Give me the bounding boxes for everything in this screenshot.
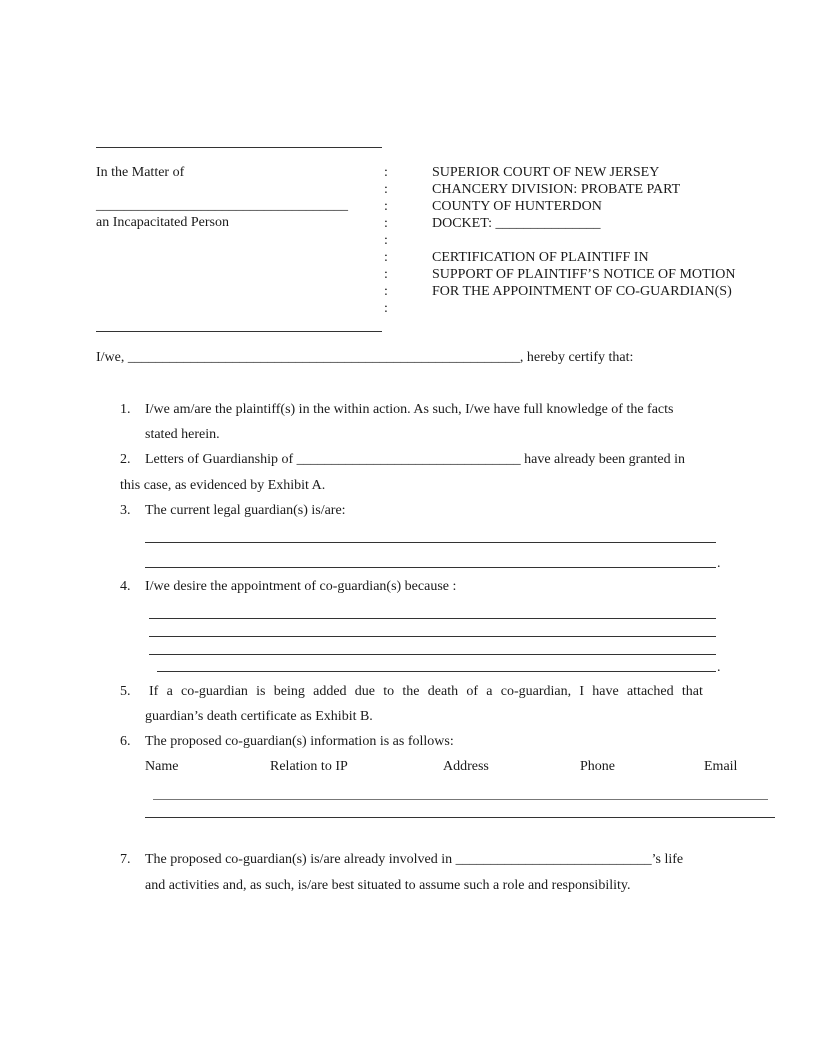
guardian-line-1[interactable]: [145, 542, 716, 543]
item-7-text-cont: and activities and, as such, is/are best situated to assume such a role and responsibility.: [145, 878, 631, 893]
item-5-word: that: [681, 684, 703, 699]
item-number-1: 1.: [120, 402, 131, 417]
court-county: COUNTY OF HUNTERDON: [432, 199, 602, 214]
incapacitated-person-name-field[interactable]: ____________________________________: [96, 198, 348, 213]
col-header-relation: Relation to IP: [270, 759, 348, 774]
caption-bottom-rule: [96, 331, 382, 332]
court-heading: [432, 165, 735, 301]
item-5-word: being: [273, 684, 305, 699]
item-5-word: to: [383, 684, 395, 699]
colon: :: [384, 284, 388, 299]
reason-line-4[interactable]: [157, 671, 716, 672]
caption-top-rule: [96, 147, 382, 148]
certification-title-3: FOR THE APPOINTMENT OF CO-GUARDIAN(S): [432, 284, 732, 299]
item-5-word: due: [354, 684, 376, 699]
certify-intro[interactable]: I/we, ________________________________________________________, hereby certify that:: [96, 350, 634, 365]
item-4-text: I/we desire the appointment of co-guardian(s) because :: [145, 579, 457, 594]
item-number-5: 5.: [120, 684, 131, 699]
guardian-line-2[interactable]: [145, 567, 716, 568]
item-5-word: death: [427, 684, 459, 699]
item-5-word: I: [579, 684, 585, 699]
item-5-word: of: [466, 684, 479, 699]
item-5-text: [149, 684, 703, 700]
court-name: SUPERIOR COURT OF NEW JERSEY: [432, 165, 660, 180]
item-5-word: is: [256, 684, 266, 699]
colon: :: [384, 216, 388, 231]
caption-colon-column: [384, 165, 388, 318]
item-number-3: 3.: [120, 503, 131, 518]
guardian-period: .: [717, 556, 721, 571]
item-number-6: 6.: [120, 734, 131, 749]
item-number-7: 7.: [120, 852, 131, 867]
reason-period: .: [717, 660, 721, 675]
docket-field[interactable]: DOCKET: _______________: [432, 216, 601, 231]
item-7-text[interactable]: The proposed co-guardian(s) is/are already involved in ____________________________’s life: [145, 852, 684, 867]
colon: :: [384, 250, 388, 265]
item-5-text-cont: guardian’s death certificate as Exhibit B.: [145, 709, 373, 724]
item-5-word: co-guardian: [181, 684, 248, 699]
item-3-text: The current legal guardian(s) is/are:: [145, 503, 346, 518]
item-5-word: the: [402, 684, 420, 699]
col-header-email: Email: [704, 759, 738, 774]
item-2-text-cont: this case, as evidenced by Exhibit A.: [120, 478, 326, 493]
colon: :: [384, 301, 388, 316]
item-5-word: have: [592, 684, 619, 699]
reason-line-2[interactable]: [149, 636, 716, 637]
item-1-text-cont: stated herein.: [145, 427, 220, 442]
item-2-text[interactable]: Letters of Guardianship of ________________________________ have already been granted in: [145, 452, 686, 467]
certification-title-2: SUPPORT OF PLAINTIFF’S NOTICE OF MOTION: [432, 267, 736, 282]
item-5-word: attached: [626, 684, 674, 699]
col-header-phone: Phone: [580, 759, 615, 774]
coguardian-info-line-2[interactable]: [145, 817, 775, 818]
reason-line-1[interactable]: [149, 618, 716, 619]
blank-line: [432, 233, 735, 250]
colon: :: [384, 233, 388, 248]
item-5-word: co-guardian,: [500, 684, 572, 699]
coguardian-info-line-1[interactable]: [153, 799, 768, 800]
colon: :: [384, 267, 388, 282]
item-1-text: I/we am/are the plaintiff(s) in the within action. As such, I/we have full knowledge of the facts: [145, 402, 674, 417]
court-division: CHANCERY DIVISION: PROBATE PART: [432, 182, 681, 197]
incapacitated-person-label: an Incapacitated Person: [96, 215, 229, 230]
item-number-2: 2.: [120, 452, 131, 467]
colon: :: [384, 199, 388, 214]
item-5-word: added: [313, 684, 347, 699]
certification-title-1: CERTIFICATION OF PLAINTIFF IN: [432, 250, 649, 265]
item-5-word: a: [166, 684, 173, 699]
item-5-word: If: [149, 684, 159, 699]
item-5-word: a: [486, 684, 493, 699]
item-6-text: The proposed co-guardian(s) information is as follows:: [145, 734, 454, 749]
colon: :: [384, 182, 388, 197]
reason-line-3[interactable]: [149, 654, 716, 655]
item-number-4: 4.: [120, 579, 131, 594]
colon: :: [384, 165, 388, 180]
col-header-name: Name: [145, 759, 179, 774]
col-header-address: Address: [443, 759, 489, 774]
in-the-matter-of: In the Matter of: [96, 165, 185, 180]
